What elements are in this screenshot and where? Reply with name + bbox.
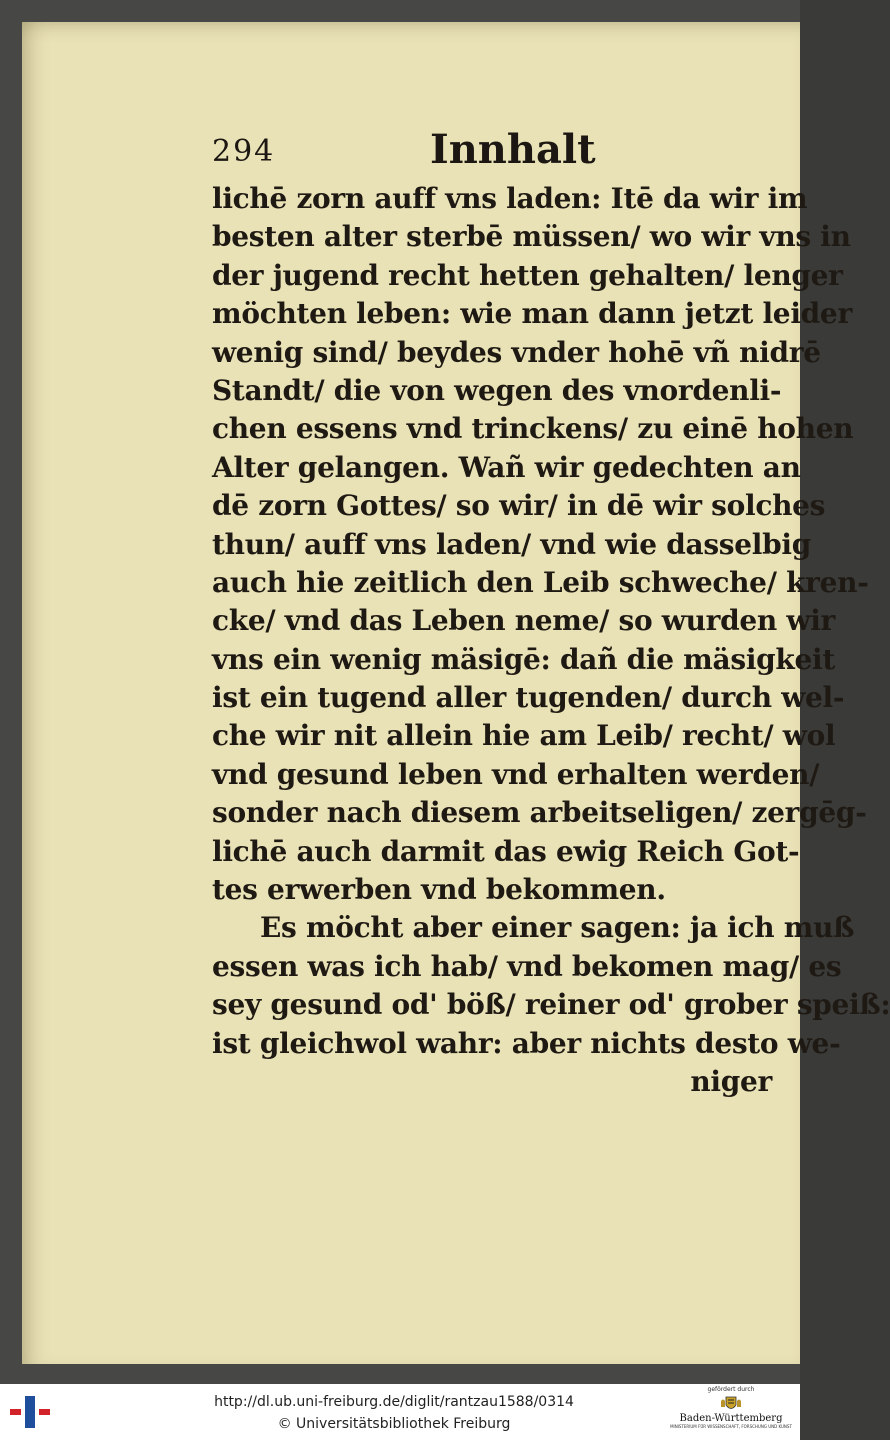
text-line: vnd gesund leben vnd erhalten werden/ bbox=[212, 757, 820, 791]
sponsor-block bbox=[668, 1386, 794, 1438]
copyright-notice: © Universitätsbibliothek Freiburg bbox=[277, 1416, 511, 1432]
text-line-paragraph-start: Es möcht aber einer sagen: ja ich muß bbox=[260, 911, 855, 945]
text-line: ist gleichwol wahr: aber nichts desto we- bbox=[212, 1026, 841, 1060]
text-line: wenig sind/ beydes vnder hohē vñ nidrē bbox=[212, 335, 821, 369]
text-line: ist ein tugend aller tugenden/ durch wel- bbox=[212, 681, 845, 715]
running-head: Innhalt bbox=[430, 126, 596, 173]
text-line: che wir nit allein hie am Leib/ recht/ wol bbox=[212, 719, 836, 753]
text-line: auch hie zeitlich den Leib schweche/ kren- bbox=[212, 565, 869, 599]
text-line: lichē auch darmit das ewig Reich Got- bbox=[212, 834, 800, 868]
permalink-url[interactable]: http://dl.ub.uni-freiburg.de/diglit/rantzau1588/0314 bbox=[214, 1394, 574, 1410]
text-line: der jugend recht hetten gehalten/ lenger bbox=[212, 258, 843, 292]
text-line: Standt/ die von wegen des vnordenli- bbox=[212, 373, 782, 407]
text-block bbox=[212, 180, 890, 1101]
text-line: Alter gelangen. Wañ wir gedechten an bbox=[212, 450, 801, 484]
text-line: lichē zorn auff vns laden: Itē da wir im bbox=[212, 182, 808, 215]
library-logo-icon bbox=[10, 1392, 50, 1432]
text-line: möchten leben: wie man dann jetzt leider bbox=[212, 297, 852, 331]
text-line: cke/ vnd das Leben neme/ so wurden wir bbox=[212, 604, 836, 638]
sponsor-subtitle: MINISTERIUM FÜR WISSENSCHAFT, FORSCHUNG UND KUNST bbox=[670, 1424, 792, 1429]
text-line: essen was ich hab/ vnd bekomen mag/ es bbox=[212, 949, 842, 983]
text-line: chen essens vnd trinckens/ zu einē hohen bbox=[212, 412, 854, 446]
text-line: tes erwerben vnd bekommen. bbox=[212, 873, 666, 907]
text-line: sey gesund od' böß/ reiner od' grober speiß: bbox=[212, 988, 890, 1022]
page-header bbox=[212, 126, 772, 178]
text-line: besten alter sterbē müssen/ wo wir vns in bbox=[212, 220, 851, 254]
text-line: thun/ auff vns laden/ vnd wie dasselbig bbox=[212, 527, 812, 561]
sponsor-label: gefördert durch bbox=[707, 1386, 755, 1393]
text-line: vns ein wenig mäsigē: dañ die mäsigkeit bbox=[212, 642, 836, 676]
sponsor-name: Baden-Württemberg bbox=[679, 1413, 783, 1424]
text-line: dē zorn Gottes/ so wir/ in dē wir solches bbox=[212, 489, 826, 523]
page-number: 294 bbox=[212, 134, 276, 169]
viewer-footer bbox=[0, 1384, 800, 1440]
catchword: niger bbox=[690, 1064, 772, 1098]
coat-of-arms-icon bbox=[719, 1395, 743, 1413]
text-line: sonder nach diesem arbeitseligen/ zergēg- bbox=[212, 796, 867, 830]
